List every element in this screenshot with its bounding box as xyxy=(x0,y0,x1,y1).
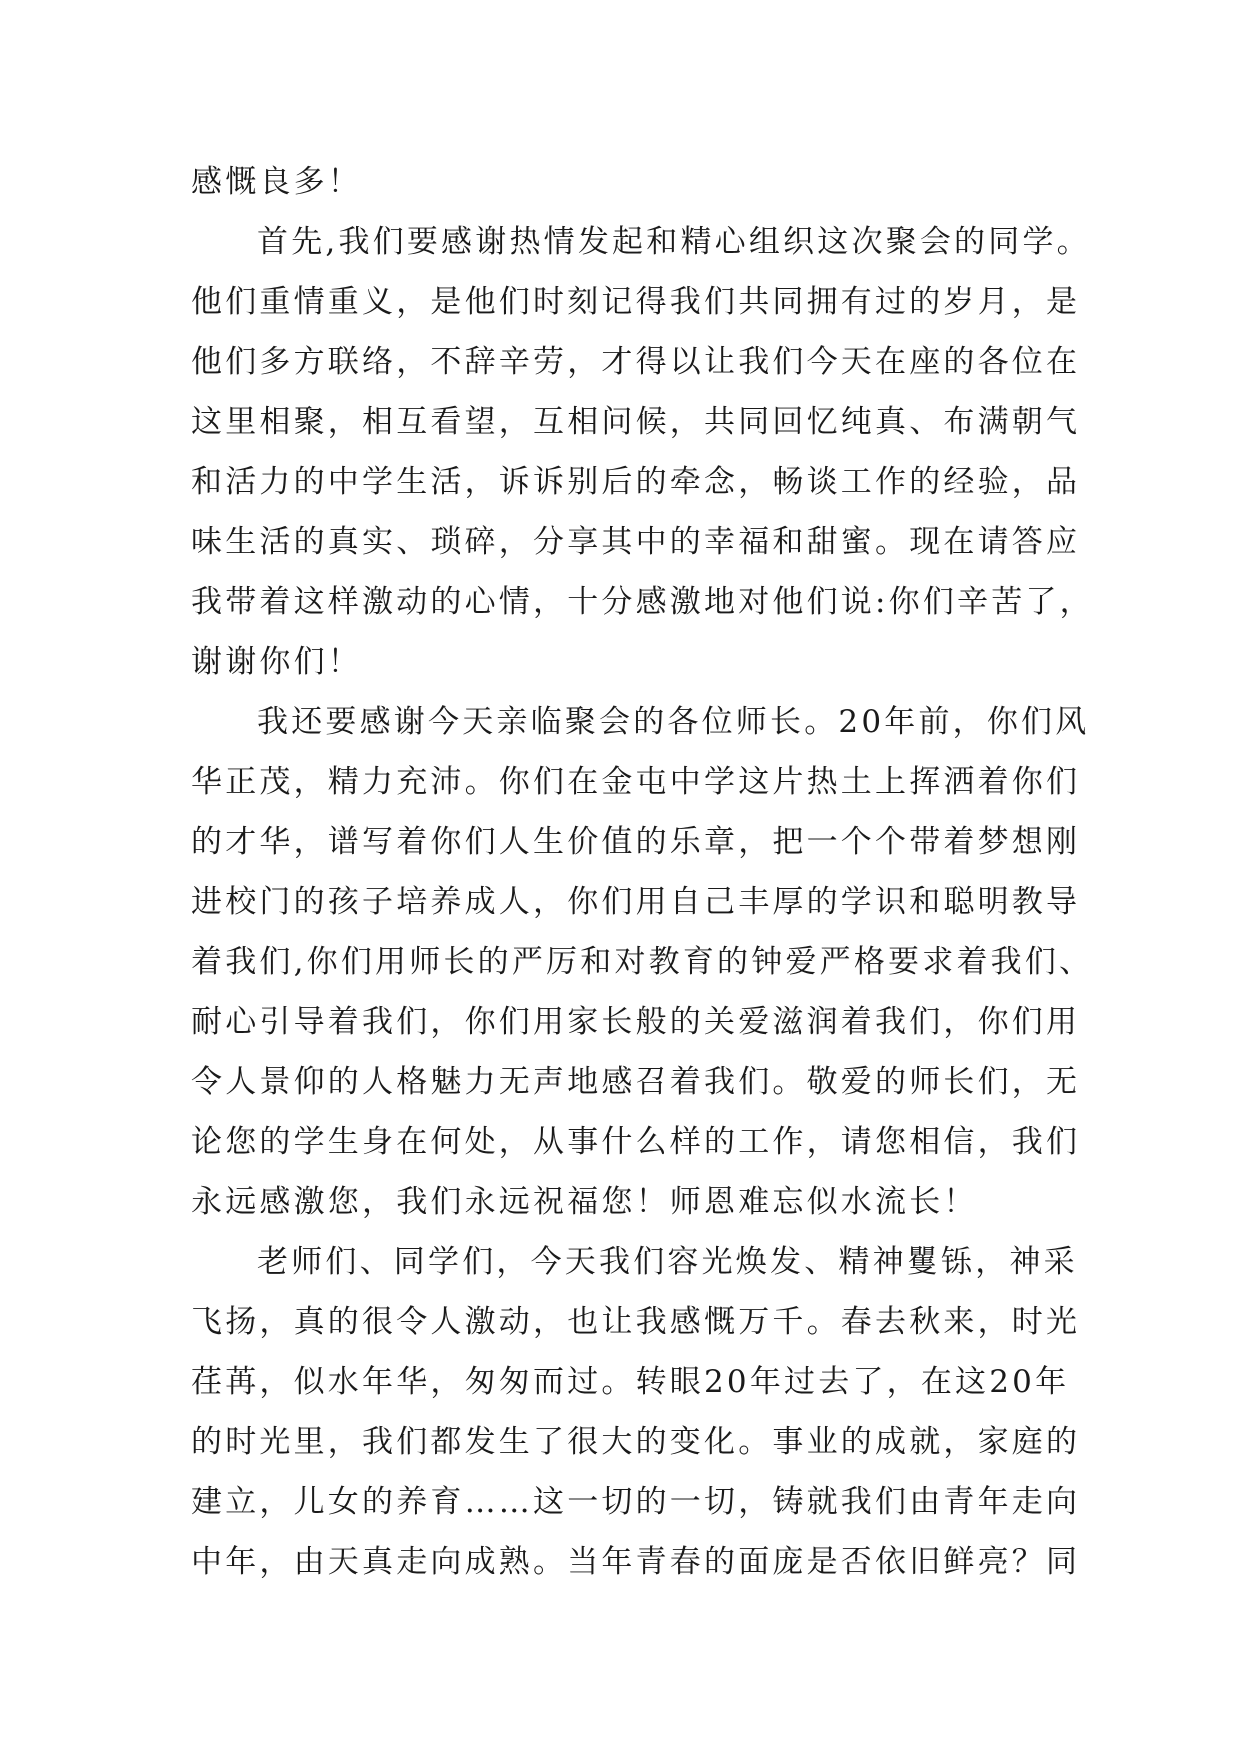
text-line: 他们重情重义，是他们时刻记得我们共同拥有过的岁月，是 xyxy=(191,284,1081,320)
text-line: 令人景仰的人格魅力无声地感召着我们。敬爱的师长们，无 xyxy=(191,1064,1081,1100)
text-line: 中年，由天真走向成熟。当年青春的面庞是否依旧鲜亮？同 xyxy=(191,1544,1081,1580)
text-line: 飞扬，真的很令人激动，也让我感慨万千。春去秋来，时光 xyxy=(191,1304,1081,1340)
text-line: 味生活的真实、琐碎，分享其中的幸福和甜蜜。现在请答应 xyxy=(191,524,1081,560)
paragraph-first-line: 首先,我们要感谢热情发起和精心组织这次聚会的同学。 xyxy=(257,224,1091,260)
text-line: 耐心引导着我们，你们用家长般的关爱滋润着我们，你们用 xyxy=(191,1004,1081,1040)
text-line: 感慨良多！ xyxy=(191,164,362,200)
text-line: 这里相聚，相互看望，互相问候，共同回忆纯真、布满朝气 xyxy=(191,404,1081,440)
text-line: 建立，儿女的养育……这一切的一切，铸就我们由青年走向 xyxy=(191,1484,1081,1520)
text-line: 论您的学生身在何处，从事什么样的工作，请您相信，我们 xyxy=(191,1124,1081,1160)
text-line: 荏苒，似水年华，匆匆而过。转眼20年过去了，在这20年 xyxy=(191,1364,1070,1400)
text-line: 谢谢你们！ xyxy=(191,644,362,680)
text-line: 华正茂，精力充沛。你们在金屯中学这片热土上挥洒着你们 xyxy=(191,764,1081,800)
text-line: 的时光里，我们都发生了很大的变化。事业的成就，家庭的 xyxy=(191,1424,1081,1460)
text-line: 他们多方联络，不辞辛劳，才得以让我们今天在座的各位在 xyxy=(191,344,1081,380)
text-line: 永远感激您，我们永远祝福您！师恩难忘似水流长！ xyxy=(191,1184,978,1220)
text-line: 我带着这样激动的心情，十分感激地对他们说:你们辛苦了， xyxy=(191,584,1094,620)
paragraph-first-line: 老师们、同学们，今天我们容光焕发、精神矍铄，神采 xyxy=(257,1244,1078,1280)
text-line: 和活力的中学生活，诉诉别后的牵念，畅谈工作的经验，品 xyxy=(191,464,1081,500)
text-line: 的才华，谱写着你们人生价值的乐章，把一个个带着梦想刚 xyxy=(191,824,1081,860)
paragraph-first-line: 我还要感谢今天亲临聚会的各位师长。20年前，你们风 xyxy=(257,704,1090,740)
text-line: 着我们,你们用师长的严厉和对教育的钟爱严格要求着我们、 xyxy=(191,944,1094,980)
text-line: 进校门的孩子培养成人，你们用自己丰厚的学识和聪明教导 xyxy=(191,884,1081,920)
